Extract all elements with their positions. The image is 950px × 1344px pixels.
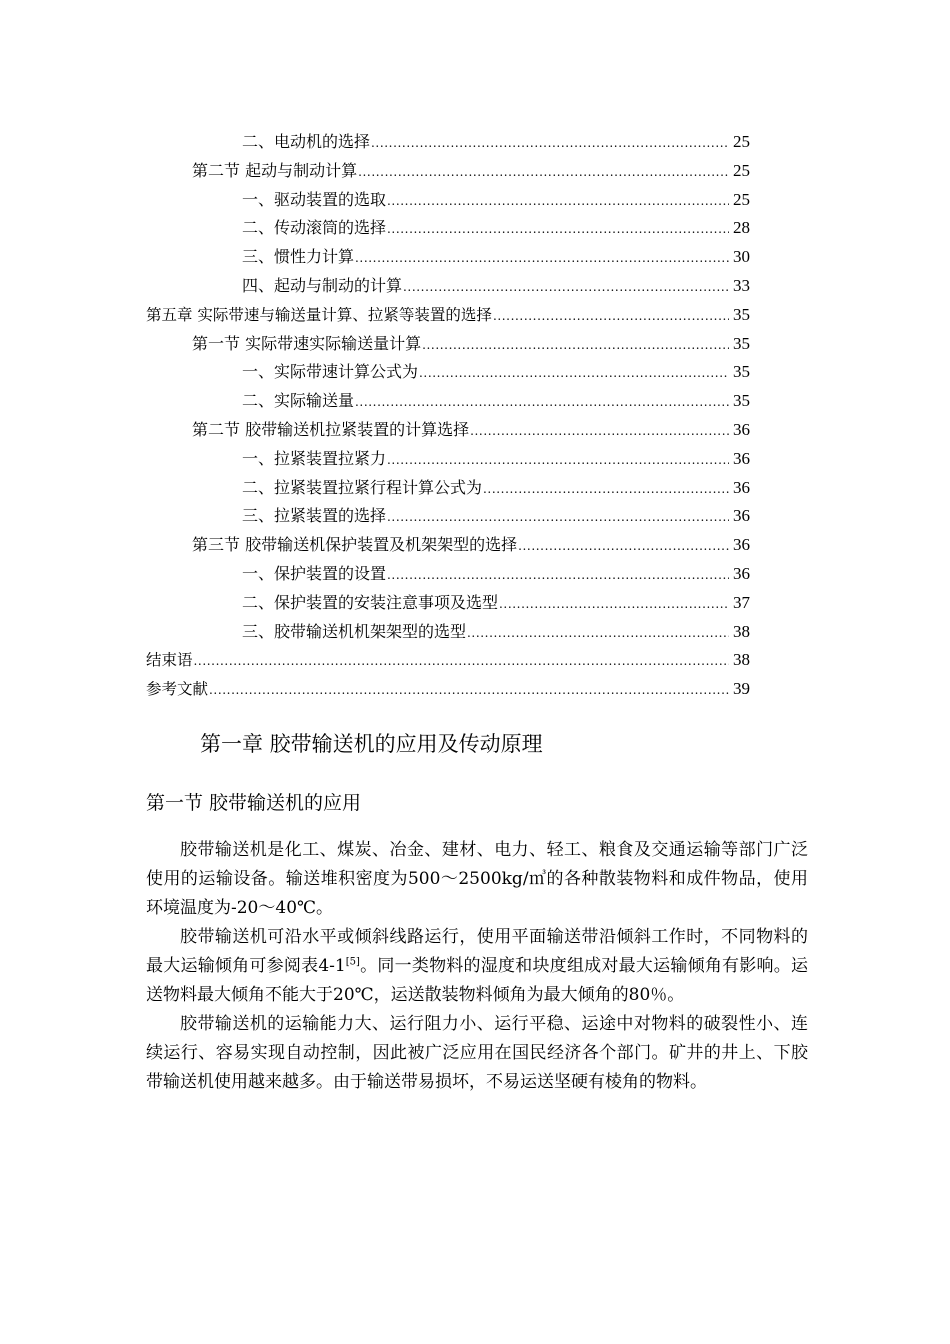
toc-entry[interactable] — [146, 157, 750, 186]
toc-entry-title: 三、胶带输送机机架架型的选型 — [242, 621, 467, 641]
toc-entry-page: 25 — [733, 160, 750, 180]
toc-leader-dots — [358, 158, 729, 187]
toc-entry-title: 第二节 胶带输送机拉紧装置的计算选择 — [192, 419, 470, 439]
paragraph: 胶带输送机是化工、煤炭、冶金、建材、电力、轻工、粮食及交通运输等部门广泛使用的运输设备。输送堆积密度为500～2500kg/㎥的各种散装物料和成件物品，使用环境温度为-20～40℃。 — [146, 840, 808, 918]
toc-entry-page: 28 — [733, 218, 750, 238]
body-text — [146, 836, 808, 1097]
toc-leader-dots — [387, 446, 729, 475]
toc-entry-page: 38 — [733, 621, 750, 641]
toc-entry-title: 第五章 实际带速与输送量计算、拉紧等装置的选择 — [146, 305, 492, 324]
toc-entry[interactable] — [146, 330, 750, 359]
toc-leader-dots — [371, 129, 729, 158]
toc-leader-dots — [355, 244, 729, 273]
toc-entry-page: 39 — [733, 679, 750, 699]
toc-entry[interactable] — [146, 214, 750, 243]
toc-leader-dots — [387, 561, 729, 590]
toc-entry-title: 一、驱动装置的选取 — [242, 189, 387, 209]
paragraph-text: 胶带输送机可沿水平或倾斜线路运行，使用平面输送带沿倾斜工作时，不同物料的最大运输倾角可参阅表4-1 — [146, 927, 808, 976]
paragraph — [146, 923, 808, 1010]
toc-entry-title: 第二节 起动与制动计算 — [192, 160, 358, 180]
toc-entry-title: 二、电动机的选择 — [242, 132, 371, 151]
toc-leader-dots — [209, 676, 729, 705]
toc-entry-page: 36 — [733, 506, 750, 526]
toc-entry-page: 33 — [733, 275, 750, 295]
toc-entry-title: 一、实际带速计算公式为 — [242, 362, 419, 382]
toc-leader-dots — [387, 503, 729, 532]
toc-leader-dots — [467, 619, 729, 648]
toc-entry-page: 35 — [733, 304, 750, 324]
toc-entry[interactable] — [146, 358, 750, 387]
toc-entry-title: 二、拉紧装置拉紧行程计算公式为 — [242, 477, 483, 497]
toc-entry[interactable] — [146, 618, 750, 647]
toc-leader-dots — [194, 647, 729, 676]
toc-entry-page: 36 — [733, 563, 750, 583]
toc-entry[interactable] — [146, 560, 750, 589]
paragraph: 胶带输送机的运输能力大、运行阻力小、运行平稳、运途中对物料的破裂性小、连续运行、容易实现自动控制，因此被广泛应用在国民经济各个部门。矿井的井上、下胶带输送机使用越来越多。由于输送带易损坏，不易运送坚硬有棱角的物料。 — [146, 1014, 808, 1092]
toc-entry[interactable] — [146, 675, 750, 704]
toc-leader-dots — [422, 331, 729, 360]
toc-entry[interactable] — [146, 474, 750, 503]
toc-entry-page: 30 — [733, 247, 750, 267]
toc-entry-title: 二、保护装置的安装注意事项及选型 — [242, 592, 499, 612]
toc-entry-page: 35 — [733, 391, 750, 411]
toc-entry-page: 35 — [733, 362, 750, 382]
toc-entry-page: 38 — [733, 650, 750, 670]
citation-ref[interactable]: [5] — [345, 956, 360, 968]
paragraph-text: 。同一类物料的湿度和块度组成对最大运输倾角有影响。运送物料最大倾角不能大于20℃，运送散装物料倾角为最大倾角的80％。 — [146, 956, 808, 1005]
toc-entry-title: 三、惯性力计算 — [242, 247, 355, 267]
toc-leader-dots — [499, 590, 729, 619]
toc-entry-page: 36 — [733, 477, 750, 497]
toc-entry-title: 二、传动滚筒的选择 — [242, 218, 387, 238]
section-title: 第一节 胶带输送机的应用 — [146, 792, 362, 814]
toc-entry-page: 25 — [733, 132, 750, 151]
toc-entry[interactable] — [146, 128, 750, 157]
toc-entry-title: 三、拉紧装置的选择 — [242, 506, 387, 526]
chapter-title: 第一章 胶带输送机的应用及传动原理 — [200, 732, 543, 756]
toc-entry-title: 结束语 — [146, 651, 193, 670]
toc-entry-page: 36 — [733, 419, 750, 439]
toc-entry-page: 36 — [733, 535, 750, 555]
toc-entry-page: 36 — [733, 448, 750, 468]
toc-leader-dots — [470, 417, 729, 446]
toc-leader-dots — [493, 302, 729, 331]
toc-leader-dots — [387, 187, 729, 216]
toc-leader-dots — [355, 388, 729, 417]
toc-entry[interactable] — [146, 531, 750, 560]
toc-entry-page: 37 — [733, 592, 750, 612]
toc-entry-title: 第一节 实际带速实际输送量计算 — [192, 333, 422, 353]
toc-entry-title: 一、保护装置的设置 — [242, 563, 387, 583]
toc-entry-title: 第三节 胶带输送机保护装置及机架架型的选择 — [192, 535, 518, 555]
toc-leader-dots — [518, 532, 729, 561]
toc-entry[interactable] — [146, 445, 750, 474]
toc-entry-title: 参考文献 — [146, 680, 209, 699]
toc-leader-dots — [483, 475, 729, 504]
toc-leader-dots — [419, 359, 729, 388]
toc-entry[interactable] — [146, 243, 750, 272]
toc-entry[interactable] — [146, 416, 750, 445]
table-of-contents — [146, 128, 750, 704]
toc-entry[interactable] — [146, 272, 750, 301]
toc-entry[interactable] — [146, 301, 750, 330]
toc-entry[interactable] — [146, 502, 750, 531]
toc-entry[interactable] — [146, 646, 750, 675]
toc-entry[interactable] — [146, 387, 750, 416]
toc-entry-title: 四、起动与制动的计算 — [242, 275, 403, 295]
toc-entry-page: 25 — [733, 189, 750, 209]
toc-entry-title: 二、实际输送量 — [242, 391, 355, 411]
toc-entry[interactable] — [146, 589, 750, 618]
toc-leader-dots — [403, 273, 729, 302]
toc-leader-dots — [387, 215, 729, 244]
toc-entry-page: 35 — [733, 333, 750, 353]
toc-entry[interactable] — [146, 186, 750, 215]
toc-entry-title: 一、拉紧装置拉紧力 — [242, 448, 387, 468]
